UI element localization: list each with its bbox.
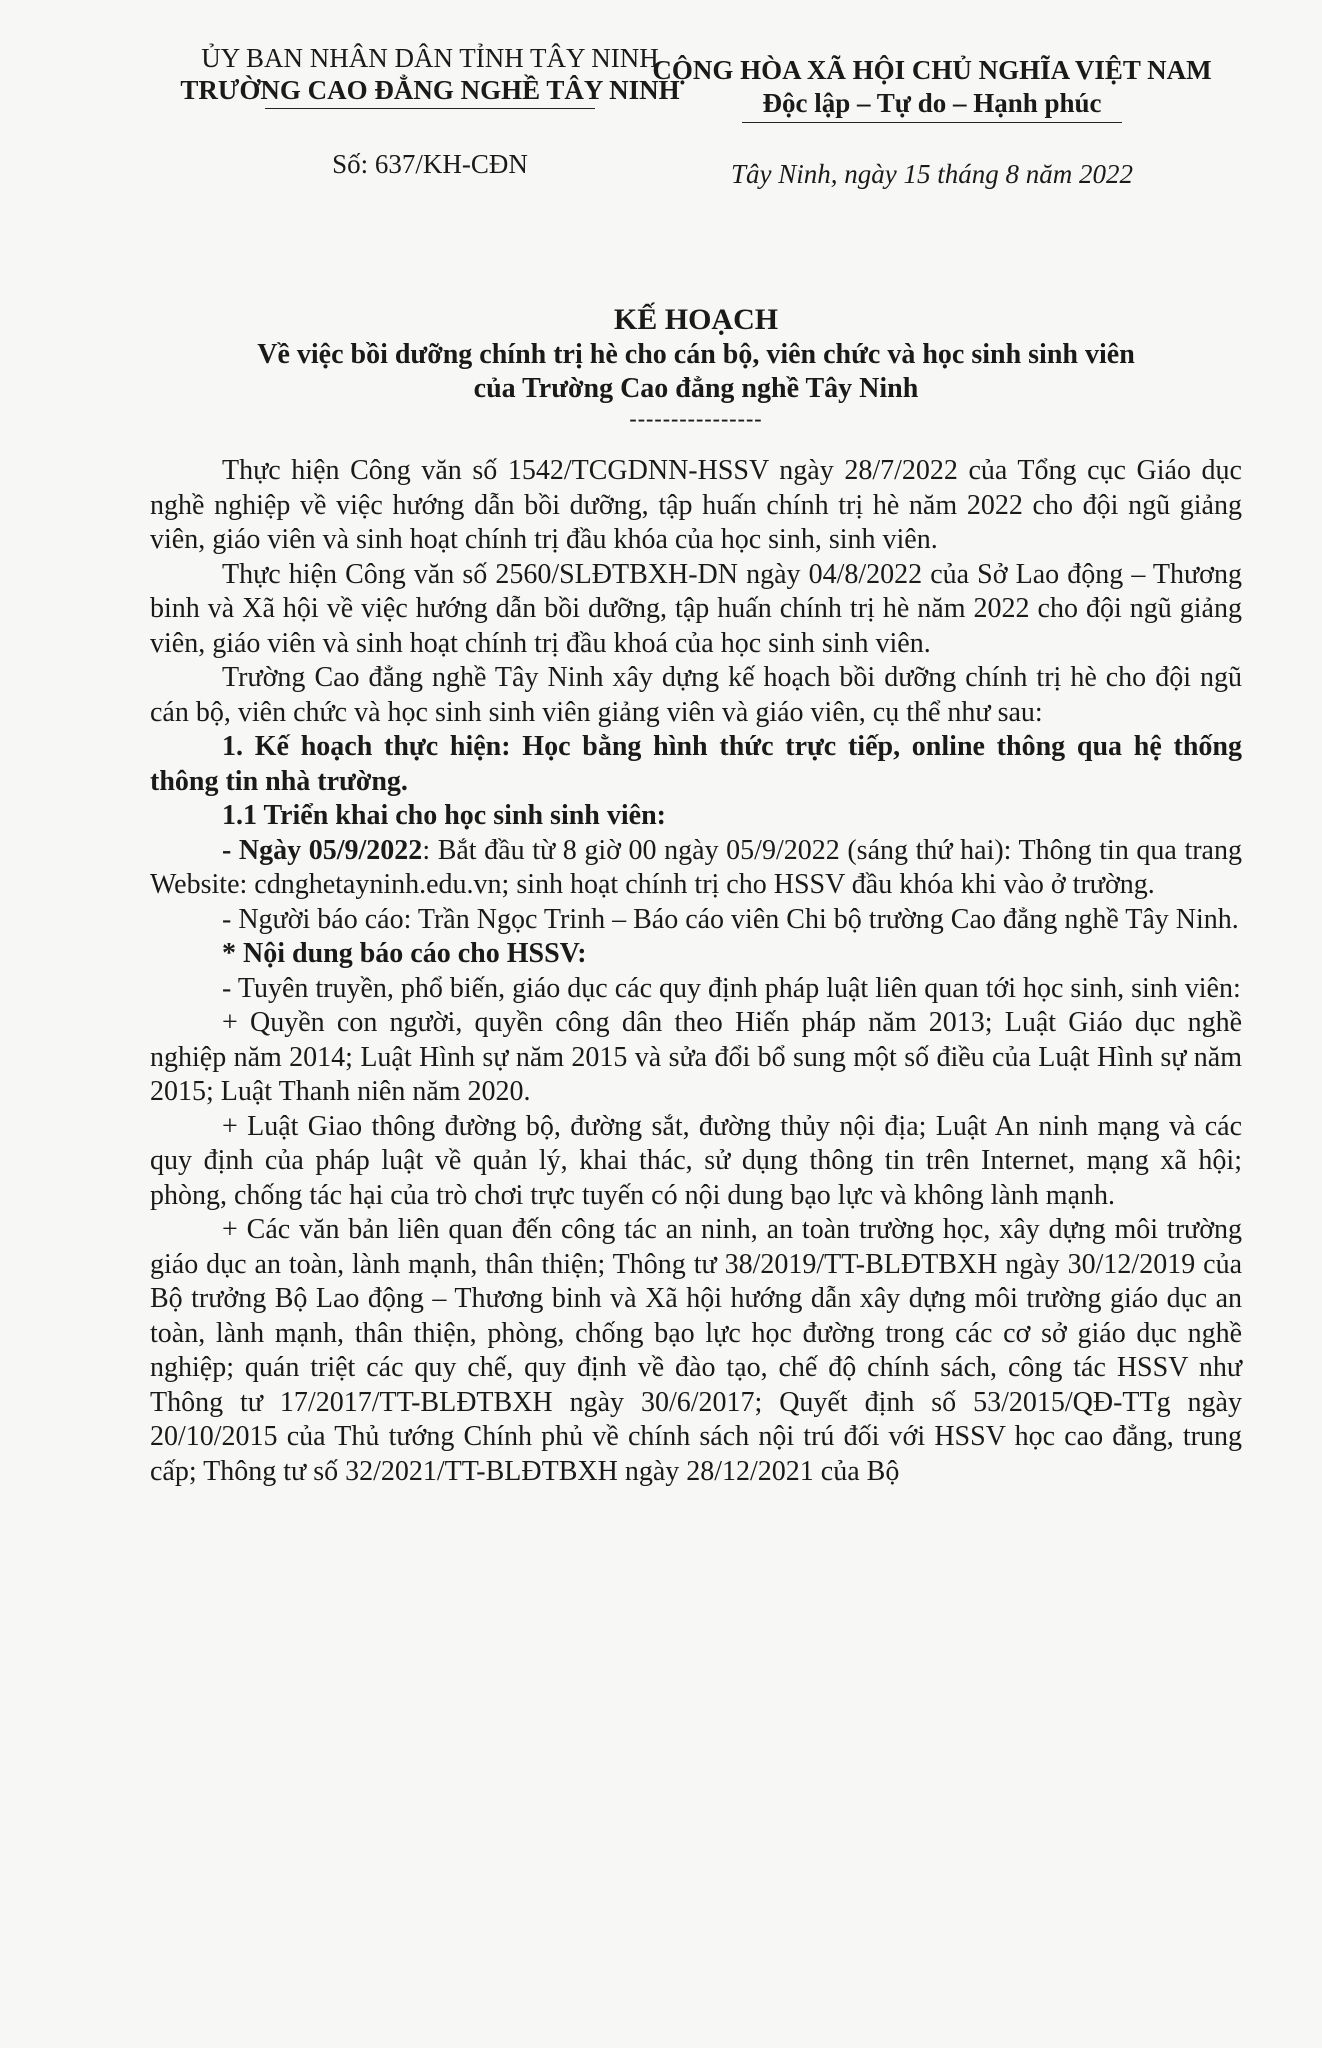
- issuer-authority: ỦY BAN NHÂN DÂN TỈNH TÂY NINH: [201, 43, 659, 73]
- national-motto-block: [622, 54, 1242, 190]
- paragraph-content-intro: - Tuyên truyền, phổ biến, giáo dục các quy định pháp luật liên quan tới học sinh, sinh viên:: [222, 972, 1241, 1004]
- schedule-detail: : Bắt đầu từ 8 giờ 00 ngày 05/9/2022 (sáng thứ hai): Thông tin qua trang Website: cdnghetayninh.edu.vn; sinh hoạt chính trị cho HSSV đầu khóa khi vào ở trường.: [150, 834, 1242, 900]
- national-title: CỘNG HÒA XÃ HỘI CHỦ NGHĨA VIỆT NAM: [652, 55, 1212, 85]
- document-date: Tây Ninh, ngày 15 tháng 8 năm 2022: [731, 159, 1133, 189]
- document-subtitle-line2: của Trường Cao đẳng nghề Tây Ninh: [473, 373, 919, 404]
- document-title: KẾ HOẠCH: [613, 303, 779, 336]
- paragraph-schedule: [150, 834, 1242, 903]
- paragraph-intro: Trường Cao đẳng nghề Tây Ninh xây dựng kế hoạch bồi dưỡng chính trị hè cho đội ngũ cán bộ, viên chức và học sinh sinh viên giảng viên và giáo viên, cụ thể như sau:: [150, 662, 1242, 728]
- paragraph-basis-2: Thực hiện Công văn số 2560/SLĐTBXH-DN ngày 04/8/2022 của Sở Lao động – Thương binh và Xã hội về việc hướng dẫn bồi dưỡng, tập huấn chính trị hè năm 2022 cho đội ngũ giảng viên, giáo viên và sinh hoạt chính trị đầu khoá của học sinh sinh viên.: [150, 558, 1242, 659]
- title-separator: ----------------: [629, 406, 763, 431]
- section-heading-1: 1. Kế hoạch thực hiện: Học bằng hình thức trực tiếp, online thông qua hệ thống thông tin nhà trường.: [150, 731, 1242, 797]
- document-header: [150, 42, 1242, 232]
- section-heading-1-1: 1.1 Triển khai cho học sinh sinh viên:: [222, 800, 666, 831]
- paragraph-content-item-1: + Quyền con người, quyền công dân theo Hiến pháp năm 2013; Luật Giáo dục nghề nghiệp năm 2014; Luật Hình sự năm 2015 và sửa đổi bổ sung một số điều của Luật Hình sự năm 2015; Luật Thanh niên năm 2020.: [150, 1007, 1242, 1107]
- issuer-school: TRƯỜNG CAO ĐẲNG NGHỀ TÂY NINH: [180, 75, 680, 105]
- issuer-underline: [265, 108, 595, 109]
- document-title-block: [150, 302, 1242, 432]
- paragraph-content-item-3: + Các văn bản liên quan đến công tác an ninh, an toàn trường học, xây dựng môi trường giáo dục an toàn, lành mạnh, thân thiện; Thông tư 38/2019/TT-BLĐTBXH ngày 30/12/2019 của Bộ trưởng Bộ Lao động – Thương binh và Xã hội hướng dẫn xây dựng môi trường giáo dục an toàn, lành mạnh, thân thiện, phòng, chống bạo lực học đường trong các cơ sở giáo dục nghề nghiệp; quán triệt các quy chế, quy định về đào tạo, chế độ chính sách, công tác HSSV như Thông tư 17/2017/TT-BLĐTBXH ngày 30/6/2017; Quyết định số 53/2015/QĐ-TTg ngày 20/10/2015 của Thủ tướng Chính phủ về chính sách nội trú đối với HSSV học cao đẳng, trung cấp; Thông tư số 32/2021/TT-BLĐTBXH ngày 28/12/2021 của Bộ: [150, 1214, 1242, 1487]
- document-subtitle-line1: Về việc bồi dưỡng chính trị hè cho cán bộ, viên chức và học sinh sinh viên: [257, 339, 1135, 370]
- document-body: [150, 454, 1242, 1489]
- paragraph-basis-1: Thực hiện Công văn số 1542/TCGDNN-HSSV ngày 28/7/2022 của Tổng cục Giáo dục nghề nghiệp về việc hướng dẫn bồi dưỡng, tập huấn chính trị hè năm 2022 cho đội ngũ giảng viên, giáo viên và sinh hoạt chính trị đầu khóa của học sinh, sinh viên.: [150, 455, 1242, 555]
- section-heading-content: * Nội dung báo cáo cho HSSV:: [222, 938, 587, 969]
- national-motto: Độc lập – Tự do – Hạnh phúc: [762, 88, 1102, 118]
- paragraph-reporter: - Người báo cáo: Trần Ngọc Trinh – Báo cáo viên Chi bộ trường Cao đẳng nghề Tây Ninh.: [222, 903, 1239, 935]
- paragraph-content-item-2: + Luật Giao thông đường bộ, đường sắt, đường thủy nội địa; Luật An ninh mạng và các quy định của pháp luật về quản lý, khai thác, sử dụng thông tin trên Internet, mạng xã hội; phòng, chống tác hại của trò chơi trực tuyến có nội dung bạo lực và không lành mạnh.: [150, 1110, 1242, 1211]
- schedule-date: - Ngày 05/9/2022: [222, 834, 423, 866]
- document-number: Số: 637/KH-CĐN: [332, 149, 528, 179]
- motto-underline: [742, 122, 1122, 123]
